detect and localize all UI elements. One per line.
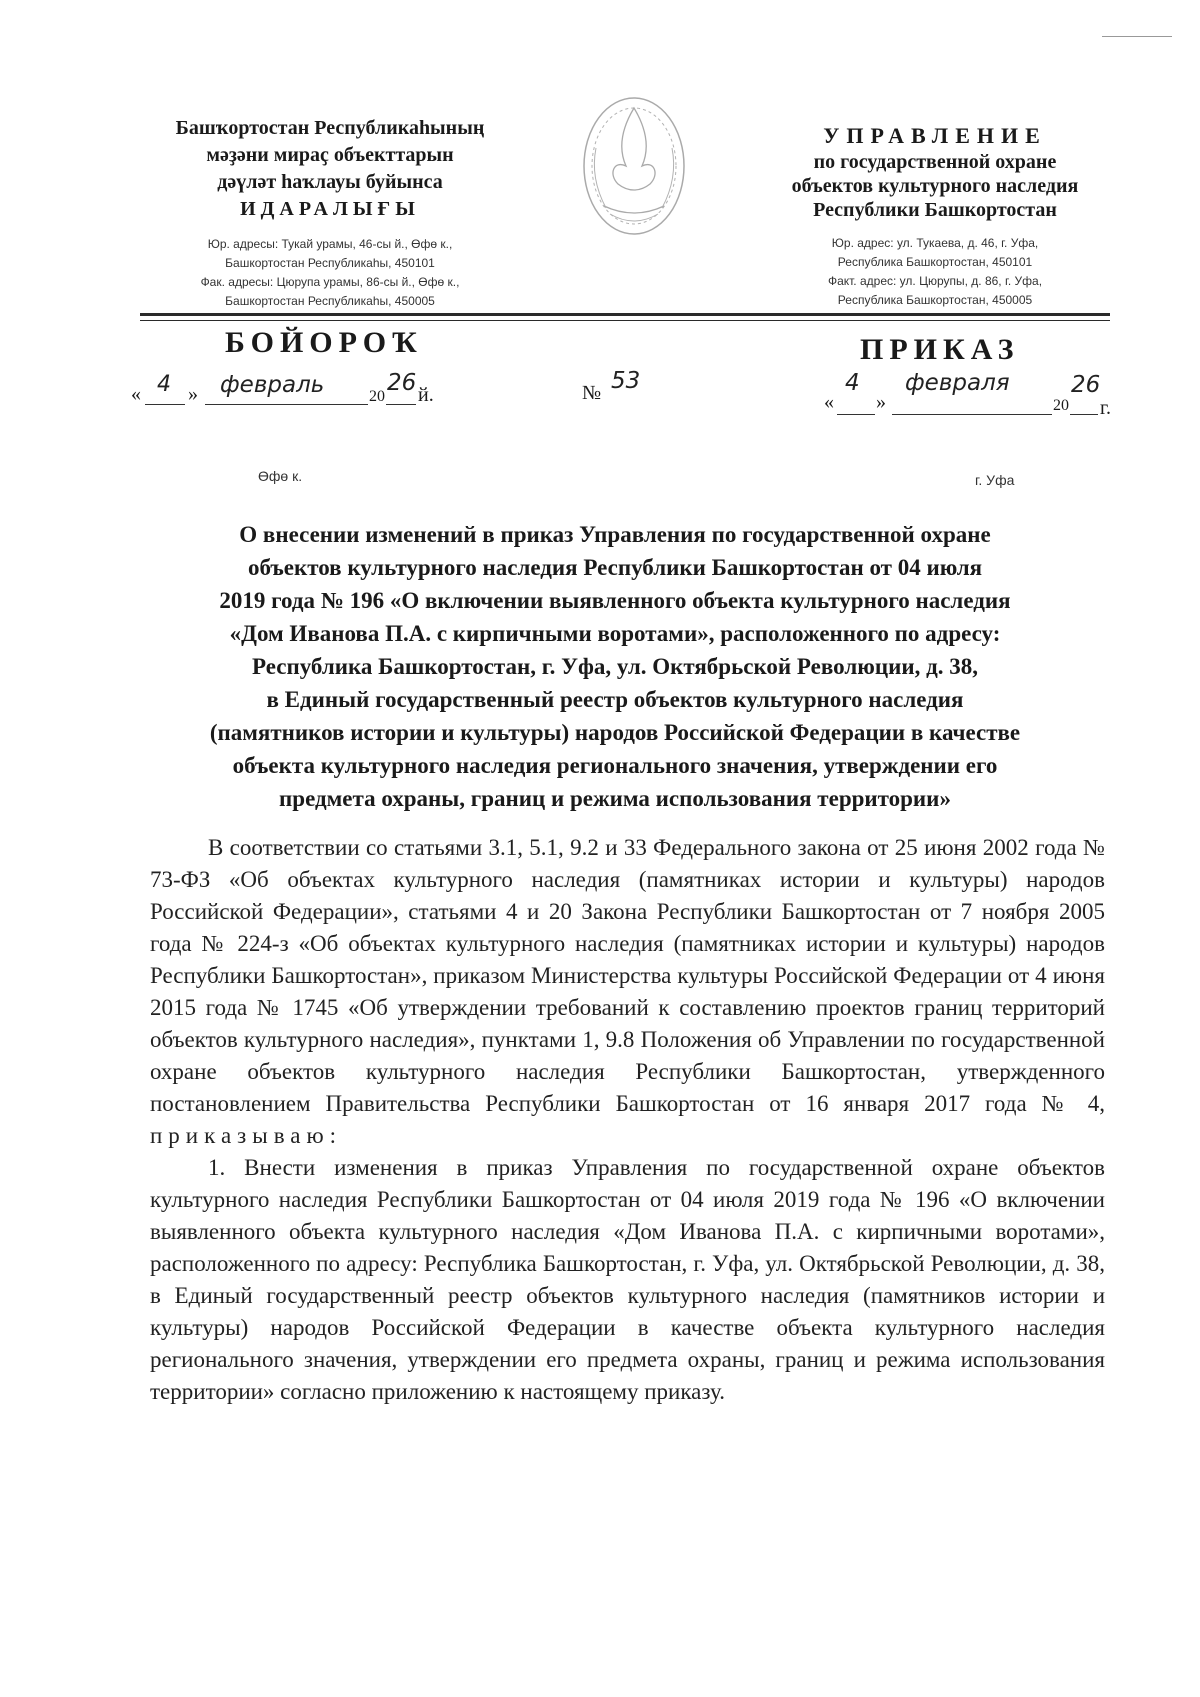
org-name-bashkir-line2: мәҙәни мираҫ объекттарын — [206, 144, 454, 166]
address-russian-line2: Республика Башкортостан, 450101 — [837, 255, 1033, 269]
month-underline-russian — [892, 414, 1052, 415]
header-divider-thick — [140, 313, 1110, 316]
order-body — [150, 832, 1105, 1408]
month-underline-bashkir — [205, 404, 368, 405]
address-russian-line3: Факт. адрес: ул. Цюрупы, д. 86, г. Уфа, — [827, 274, 1043, 288]
address-bashkir — [140, 235, 520, 311]
address-bashkir-line2: Башкортостан Республикаhы, 450101 — [225, 256, 435, 270]
org-name-russian-line1: по государственной охране — [813, 151, 1057, 173]
heading-line: предмета охраны, границ и режима использования территории» — [279, 786, 951, 811]
org-name-russian-line3: Республики Башкортостан — [813, 199, 1057, 221]
order-word: приказываю: — [150, 1123, 343, 1148]
date-year-bashkir: 26 — [387, 370, 417, 396]
date-quote-close: » — [188, 383, 198, 405]
heading-line: 2019 года № 196 «О включении выявленного объекта культурного наследия — [219, 588, 1011, 613]
date-year-suffix-russian: г. — [1100, 397, 1111, 419]
header-divider-thin — [140, 320, 1110, 321]
org-name-russian-line2: объектов культурного наследия — [791, 175, 1079, 197]
day-underline-russian — [837, 414, 875, 415]
scan-artifact-line — [1102, 36, 1172, 37]
doc-type-bashkir: БОЙОРОҠ — [225, 326, 423, 359]
order-number-prefix: № — [582, 382, 602, 404]
date-quote-close-ru: » — [876, 391, 886, 413]
city-bashkir: Өфө к. — [258, 468, 303, 484]
heading-line: объектов культурного наследия Республики Башкортостан от 04 июля — [247, 555, 983, 580]
date-day-russian: 4 — [845, 370, 860, 396]
address-bashkir-line3: Фак. адресы: Цюрупа урамы, 86-сы й., Өфө к., — [200, 275, 460, 289]
coat-of-arms-emblem — [574, 88, 694, 260]
year-underline-russian — [1070, 414, 1098, 415]
address-russian — [770, 234, 1100, 310]
date-quote-open: « — [131, 383, 141, 405]
org-name-bashkir-line3: дәүләт һаҡлауы буйынса — [217, 171, 443, 193]
day-underline-bashkir — [145, 404, 185, 405]
date-year-suffix-bashkir: й. — [418, 384, 434, 406]
date-quote-open-ru: « — [824, 391, 834, 413]
heading-line: в Единый государственный реестр объектов культурного наследия — [266, 687, 964, 712]
heading-line: (памятников истории и культуры) народов Российской Федерации в качестве — [209, 720, 1021, 745]
year-underline-bashkir — [386, 404, 416, 405]
date-month-bashkir: февраль — [220, 372, 325, 398]
header-left-bashkir — [140, 115, 520, 311]
date-day-bashkir: 4 — [157, 372, 171, 397]
address-russian-line4: Республика Башкортостан, 450005 — [837, 293, 1033, 307]
org-name-bashkir-line4: ИДАРАЛЫҒЫ — [240, 198, 420, 220]
order-subject-heading — [150, 518, 1080, 815]
heading-line: «Дом Иванова П.А. с кирпичными воротами», расположенного по адресу: — [229, 621, 1001, 646]
org-name-bashkir-line1: Башҡортостан Республикаһының — [175, 117, 485, 139]
city-russian: г. Уфа — [975, 472, 1015, 488]
org-title-upravlenie: УПРАВЛЕНИЕ — [823, 123, 1047, 148]
address-russian-line1: Юр. адрес: ул. Тукаева, д. 46, г. Уфа, — [831, 236, 1039, 250]
body-paragraph-item-1: 1. Внести изменения в приказ Управления по государственной охране объектов культурного наследия Республики Башкортостан от 04 июля 2019 года № 196 «О включении выявленного объекта культурного наследия «Дом Иванова П.А. с кирпичными воротами», расположенного по адресу: Республика Башкортостан, г. Уфа, ул. Октябрьской Революции, д. 38, в Единый государственный реестр объектов культурного наследия (памятников истории и культуры) народов Российской Федерации в качестве объекта культурного наследия регионального значения, утверждении его предмета охраны, границ и режима использования территории» согласно приложению к настоящему приказу. — [150, 1155, 1105, 1404]
heading-line: объекта культурного наследия регионального значения, утверждении его — [232, 753, 998, 778]
address-bashkir-line4: Башкортостан Республикаhы, 450005 — [225, 294, 435, 308]
heading-line: О внесении изменений в приказ Управления по государственной охране — [239, 522, 991, 547]
preamble-text: В соответствии со статьями 3.1, 5.1, 9.2 и 33 Федерального закона от 25 июня 2002 года № 73-ФЗ «Об объектах культурного наследия (памятниках истории и культуры) народов Российской Федерации», статьями 4 и 20 Закона Республики Башкортостан от 7 ноября 2005 года № 224-з «Об объектах культурного наследия (памятниках истории и культуры) народов Республики Башкортостан», приказом Министерства культуры Российской Федерации от 4 июня 2015 года № 1745 «Об утверждении требований к составлению проектов границ территорий объектов культурного наследия», пунктами 1, 9.8 Положения об Управлении по государственной охране объектов культурного наследия Республики Башкортостан, утвержденного постановлением Правительства Республики Башкортостан от 16 января 2017 года № 4, — [150, 835, 1105, 1116]
doc-type-russian: ПРИКАЗ — [860, 333, 1020, 366]
header-right-russian — [770, 122, 1100, 310]
order-number-value: 53 — [611, 368, 641, 394]
date-year-prefix-bashkir: 20 — [369, 388, 385, 405]
heading-line: Республика Башкортостан, г. Уфа, ул. Октябрьской Революции, д. 38, — [252, 654, 978, 679]
date-year-prefix-russian: 20 — [1053, 397, 1069, 414]
date-month-russian: февраля — [905, 370, 1010, 396]
date-year-russian: 26 — [1071, 372, 1101, 398]
address-bashkir-line1: Юр. адресы: Тукай урамы, 46-сы й., Өфө к., — [207, 237, 453, 251]
body-paragraph-preamble — [150, 832, 1105, 1152]
